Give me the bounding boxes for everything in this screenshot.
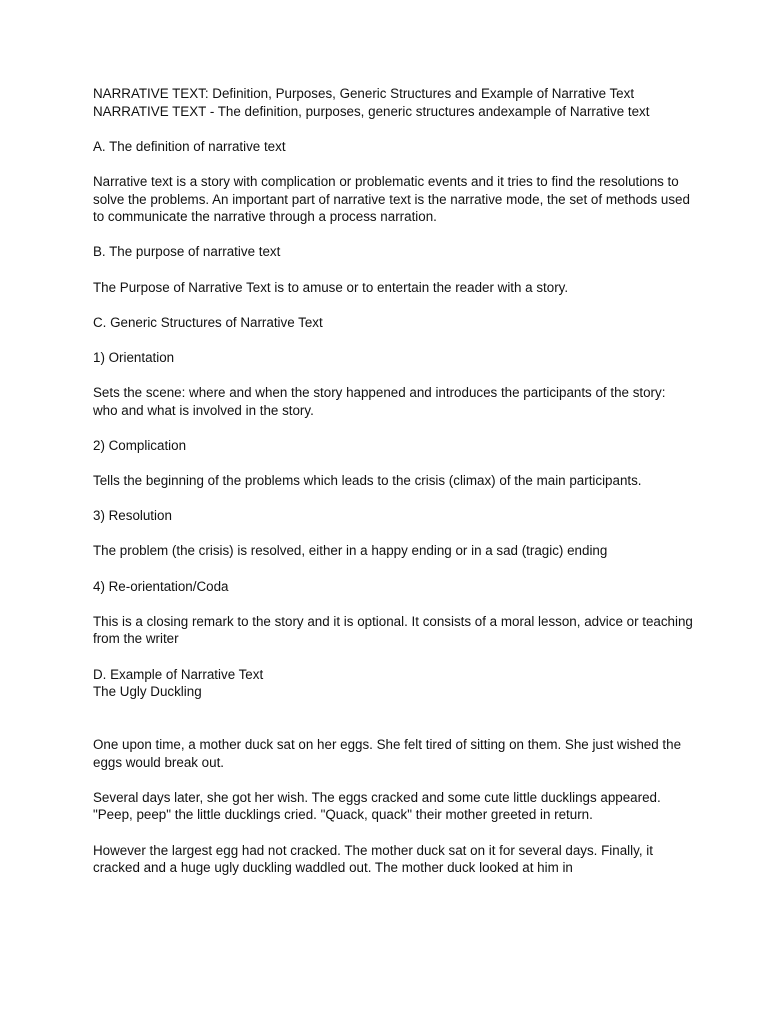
section-a-paragraph: Narrative text is a story with complication or problematic events and it tries to find the resolutions to solve the problems. An important part of narrative text is the narrative mode, the set of methods used to communicate the narrative through a process narration. [93, 173, 690, 225]
reorientation-heading: 4) Re-orientation/Coda [93, 578, 229, 594]
orientation-heading: 1) Orientation [93, 349, 175, 365]
document-body [93, 85, 693, 894]
section-b-paragraph: The Purpose of Narrative Text is to amuse or to entertain the reader with a story. [93, 279, 569, 295]
orientation-paragraph: Sets the scene: where and when the story happened and introduces the participants of the story: who and what is involved in the story. [93, 385, 666, 418]
story-paragraph: Several days later, she got her wish. The eggs cracked and some cute little ducklings appeared. "Peep, peep" the little ducklings cried. "Quack, quack" their mother greeted in return. [93, 789, 661, 823]
section-d-heading: D. Example of Narrative Text [93, 666, 264, 682]
story-paragraph: However the largest egg had not cracked. The mother duck sat on it for several days. Finally, it cracked and a huge ugly duckling waddled out. The mother duck looked at him in [93, 842, 653, 876]
resolution-paragraph: The problem (the crisis) is resolved, either in a happy ending or in a sad (tragic) ending [93, 543, 608, 559]
story-paragraph: One upon time, a mother duck sat on her eggs. She felt tired of sitting on them. She just wished the eggs would break out. [93, 736, 682, 770]
story-title: The Ugly Duckling [93, 684, 202, 700]
resolution-heading: 3) Resolution [93, 508, 172, 524]
section-b-heading: B. The purpose of narrative text [93, 244, 281, 260]
blank-line [93, 718, 693, 736]
section-a-heading: A. The definition of narrative text [93, 138, 286, 154]
reorientation-paragraph: This is a closing remark to the story and it is optional. It consists of a moral lesson, advice or teaching from the writer [93, 613, 693, 647]
complication-paragraph: Tells the beginning of the problems which leads to the crisis (climax) of the main participants. [93, 473, 642, 489]
document-subtitle: NARRATIVE TEXT - The definition, purposes, generic structures andexample of Narrative text [93, 103, 650, 119]
section-c-heading: C. Generic Structures of Narrative Text [93, 314, 323, 330]
document-title: NARRATIVE TEXT: Definition, Purposes, Generic Structures and Example of Narrative Text [93, 86, 635, 101]
complication-heading: 2) Complication [93, 437, 187, 453]
